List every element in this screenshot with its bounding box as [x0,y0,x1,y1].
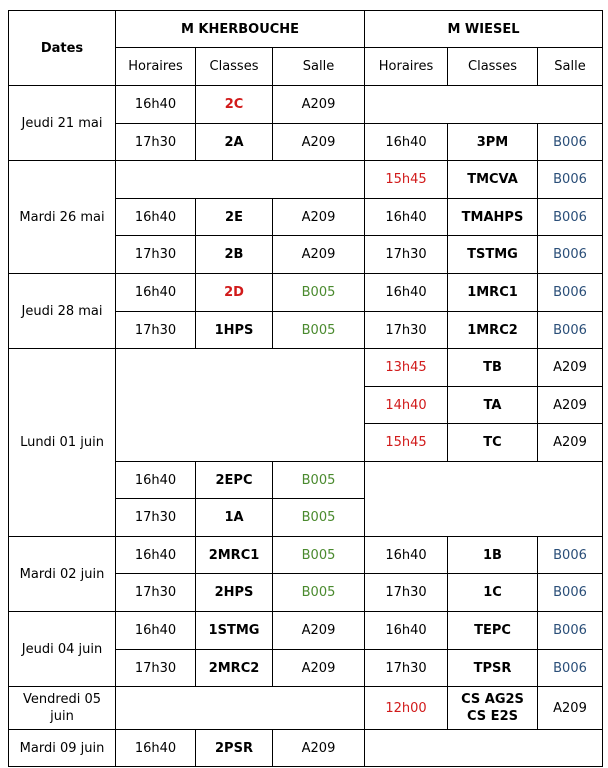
w-room: B006 [538,236,603,274]
w-class: TA [448,387,538,424]
w-time: 12h00 [365,687,448,730]
k-class: 1A [196,499,273,537]
k-time: 16h40 [116,462,196,499]
k-room: A209 [273,199,365,236]
k-time: 17h30 [116,236,196,274]
k-time: 16h40 [116,199,196,236]
k-class: 2D [196,274,273,312]
w-room: B006 [538,650,603,687]
k-room: A209 [273,730,365,767]
w-class: TC [448,424,538,462]
k-salle-header: Salle [273,48,365,86]
w-time: 16h40 [365,199,448,236]
table-row [9,687,603,730]
k-room: A209 [273,124,365,161]
date-cell: Mardi 09 juin [9,730,116,767]
k-time: 16h40 [116,612,196,650]
w-class: 1C [448,574,538,612]
w-time: 13h45 [365,349,448,387]
teacher-wiesel-header: M WIESEL [365,11,603,48]
k-room: A209 [273,612,365,650]
k-class: 2B [196,236,273,274]
teacher-kherbouche-header: M KHERBOUCHE [116,11,365,48]
w-time: 16h40 [365,274,448,312]
w-empty [365,730,603,767]
w-room: B006 [538,574,603,612]
k-time: 17h30 [116,650,196,687]
w-class: 1MRC1 [448,274,538,312]
k-time: 17h30 [116,499,196,537]
k-empty [116,687,365,730]
w-class: 1B [448,537,538,574]
k-class: 2PSR [196,730,273,767]
schedule-table [8,10,603,767]
date-cell: Jeudi 21 mai [9,86,116,161]
w-empty [365,462,603,537]
k-class: 2A [196,124,273,161]
k-class: 1STMG [196,612,273,650]
date-cell: Mardi 02 juin [9,537,116,612]
k-empty [116,349,365,462]
table-row [9,612,603,650]
k-empty [116,161,365,199]
table-row [9,274,603,312]
k-class: 2E [196,199,273,236]
w-horaires-header: Horaires [365,48,448,86]
w-classes-header: Classes [448,48,538,86]
w-time: 16h40 [365,612,448,650]
k-time: 16h40 [116,537,196,574]
w-room: B006 [538,537,603,574]
w-room: B006 [538,612,603,650]
w-time: 17h30 [365,574,448,612]
w-class: TMCVA [448,161,538,199]
k-room: B005 [273,462,365,499]
table-row [9,349,603,387]
w-room: A209 [538,349,603,387]
w-class: 3PM [448,124,538,161]
k-classes-header: Classes [196,48,273,86]
w-class-line: CS E2S [467,709,518,724]
k-room: B005 [273,499,365,537]
w-empty [365,86,603,124]
k-room: A209 [273,650,365,687]
k-room: A209 [273,236,365,274]
w-room: B006 [538,124,603,161]
k-room: A209 [273,86,365,124]
w-time: 17h30 [365,236,448,274]
k-class: 1HPS [196,312,273,349]
k-class: 2HPS [196,574,273,612]
k-class: 2EPC [196,462,273,499]
k-time: 16h40 [116,274,196,312]
date-cell: Jeudi 28 mai [9,274,116,349]
w-time: 16h40 [365,537,448,574]
w-time: 15h45 [365,161,448,199]
w-room: B006 [538,161,603,199]
k-time: 16h40 [116,86,196,124]
w-room: B006 [538,274,603,312]
table-row [9,537,603,574]
w-class [448,687,538,730]
table-row [9,86,603,124]
k-time: 17h30 [116,312,196,349]
date-cell: Mardi 26 mai [9,161,116,274]
w-salle-header: Salle [538,48,603,86]
w-class: TPSR [448,650,538,687]
w-class: TSTMG [448,236,538,274]
date-cell: Jeudi 04 juin [9,612,116,687]
k-class: 2C [196,86,273,124]
k-class: 2MRC2 [196,650,273,687]
w-class-line: CS AG2S [461,692,524,707]
table-row [9,730,603,767]
k-time: 17h30 [116,124,196,161]
k-room: B005 [273,274,365,312]
dates-header: Dates [9,11,116,86]
k-room: B005 [273,312,365,349]
k-time: 16h40 [116,730,196,767]
w-class: 1MRC2 [448,312,538,349]
w-class: TEPC [448,612,538,650]
w-room: A209 [538,687,603,730]
k-class: 2MRC1 [196,537,273,574]
date-cell: Lundi 01 juin [9,349,116,537]
w-time: 14h40 [365,387,448,424]
k-time: 17h30 [116,574,196,612]
k-room: B005 [273,574,365,612]
w-room: A209 [538,387,603,424]
k-horaires-header: Horaires [116,48,196,86]
w-time: 17h30 [365,312,448,349]
date-cell: Vendredi 05 juin [9,687,116,730]
w-time: 16h40 [365,124,448,161]
w-room: A209 [538,424,603,462]
w-room: B006 [538,199,603,236]
k-room: B005 [273,537,365,574]
table-row [9,161,603,199]
w-time: 17h30 [365,650,448,687]
w-class: TB [448,349,538,387]
w-room: B006 [538,312,603,349]
w-class: TMAHPS [448,199,538,236]
w-time: 15h45 [365,424,448,462]
